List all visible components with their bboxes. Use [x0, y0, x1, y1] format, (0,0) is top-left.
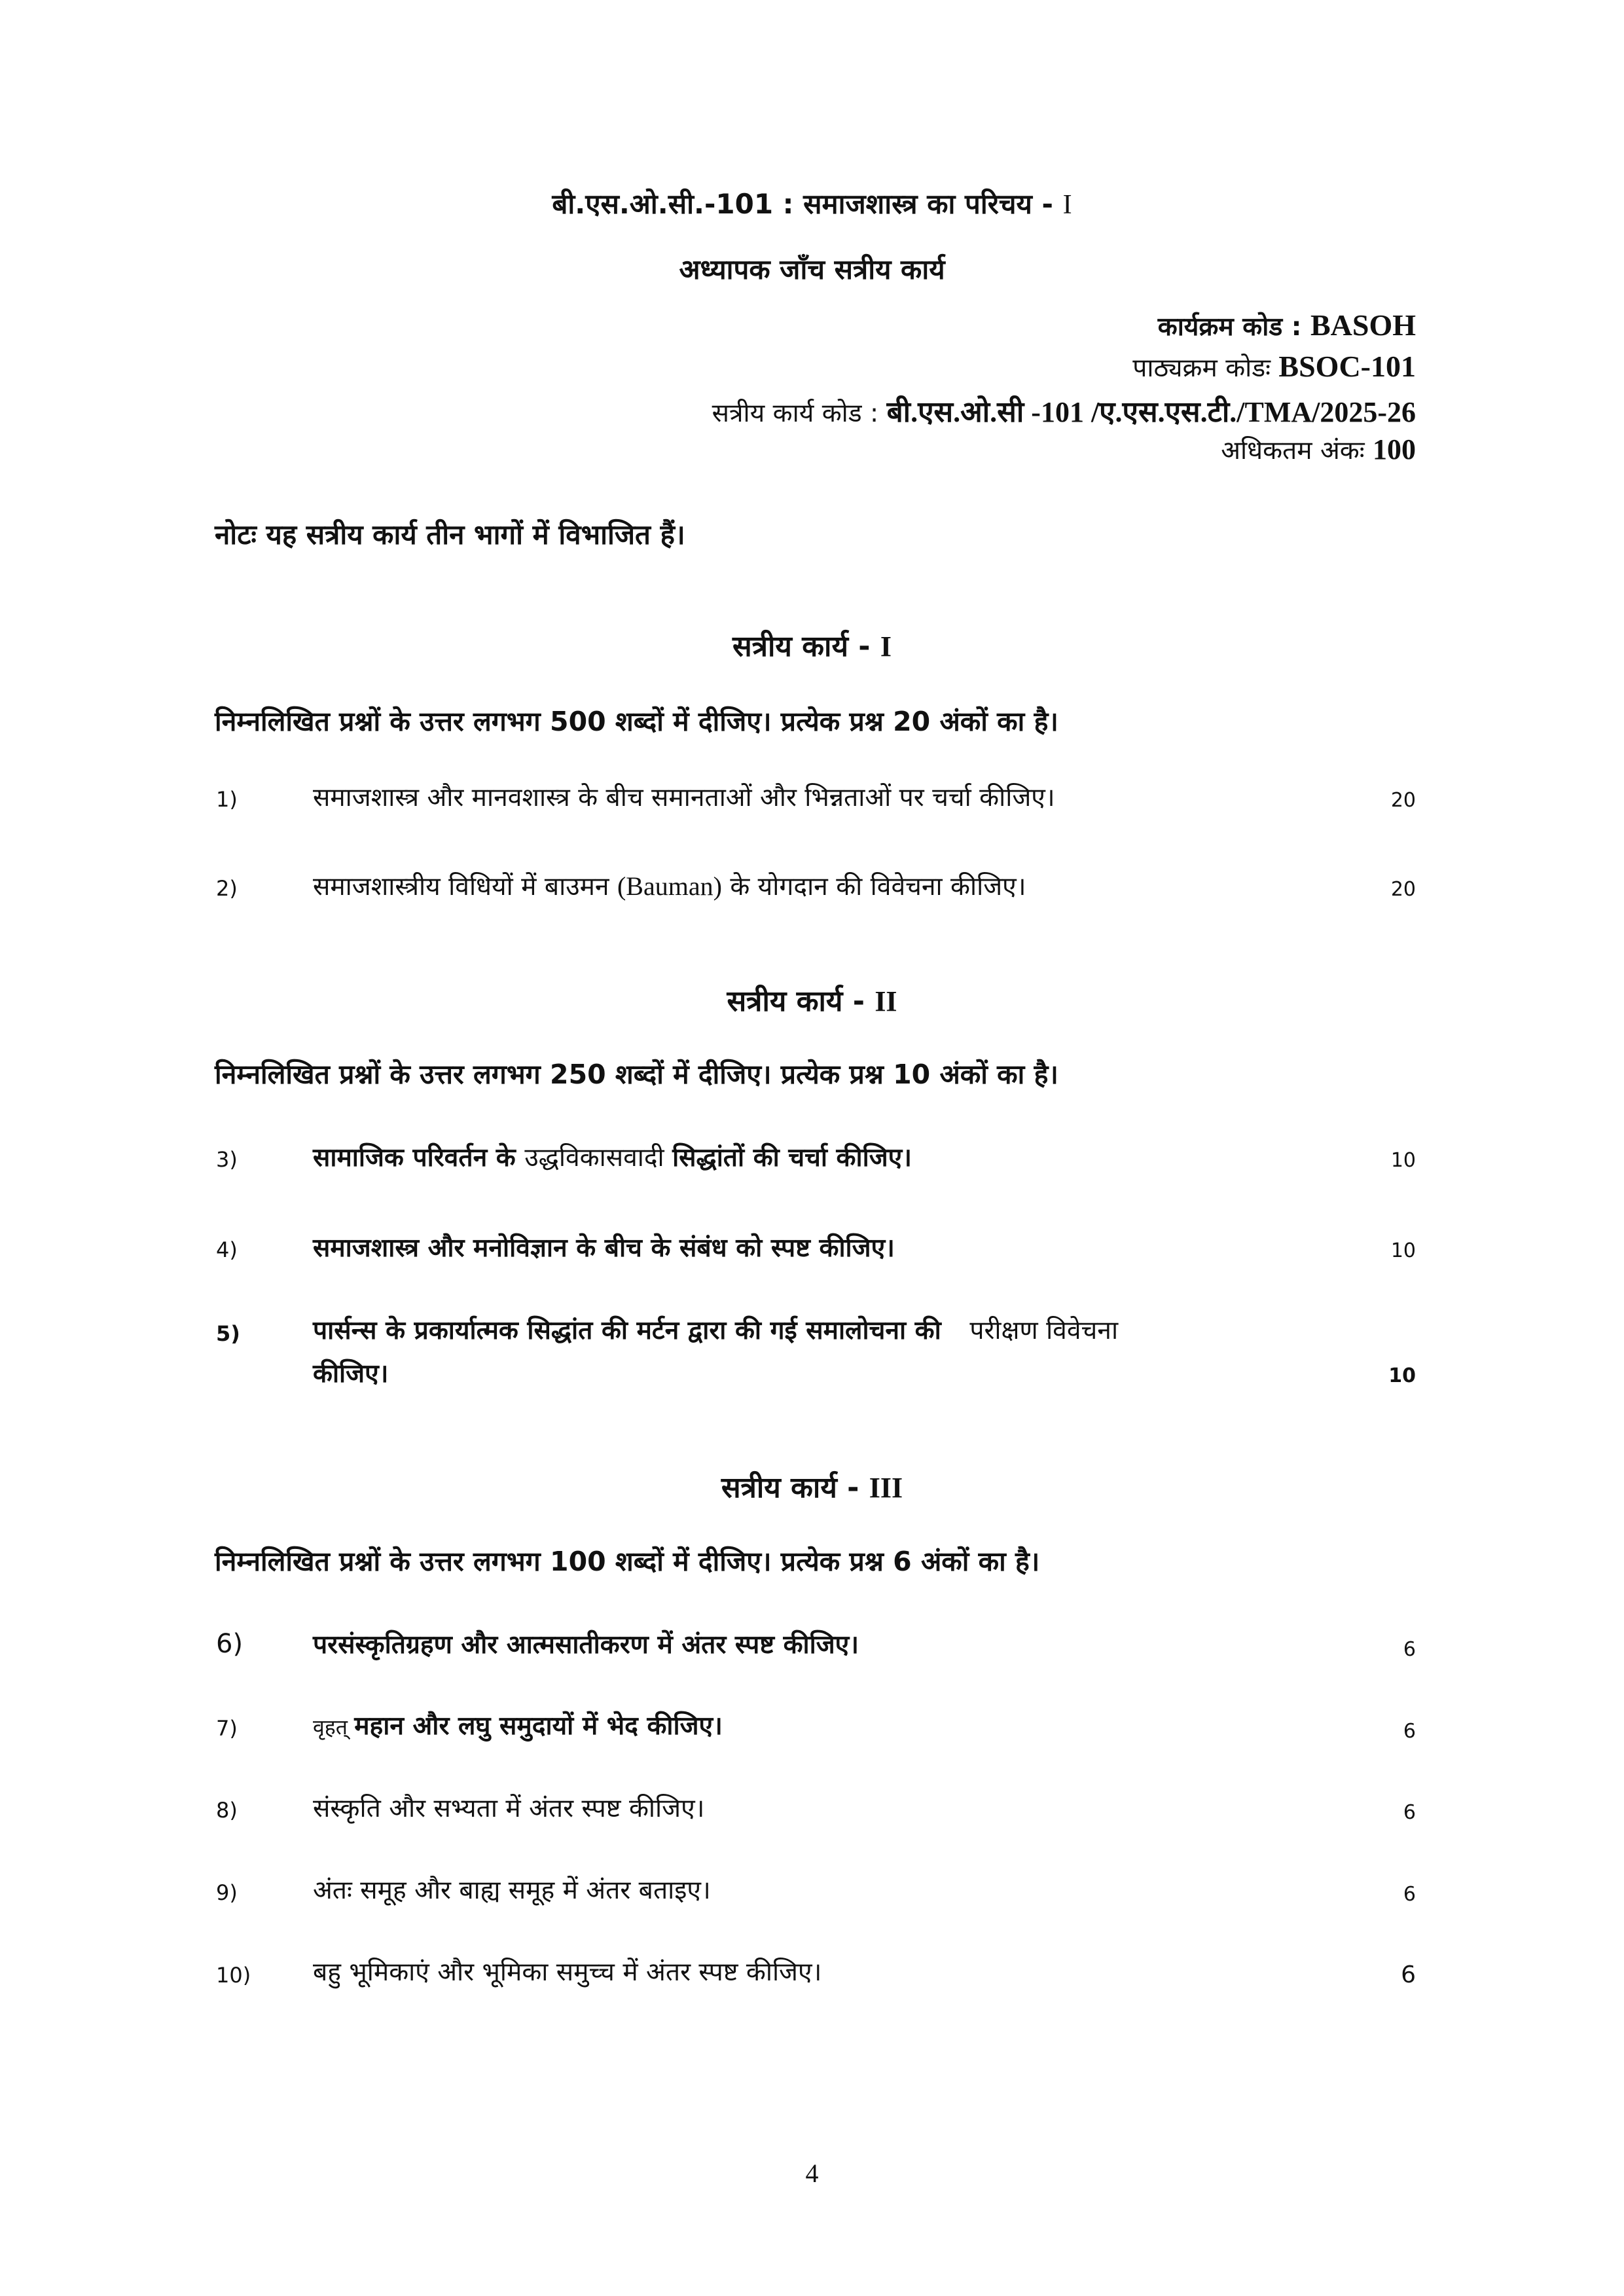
document-title: [0, 185, 1624, 222]
question-text-part: उद्धविकासवादी: [524, 1143, 673, 1173]
question-marks: 6: [1401, 1961, 1416, 1988]
question-text: [313, 868, 1026, 903]
question-text-part: वृहत्: [313, 1715, 355, 1740]
title-text: बी.एस.ओ.सी.-101 : समाजशास्त्र का परिचय -: [552, 188, 1063, 220]
question-text-latin: (Bauman): [617, 871, 722, 901]
course-code: [1132, 349, 1416, 384]
section-title-text: सत्रीय कार्य -: [732, 630, 880, 663]
assignment-code-value: बी.एस.ओ.सी -101 /ए.एस.एस.टी./TMA/2025-26: [886, 396, 1416, 428]
question-number: 9): [216, 1880, 238, 1905]
section-roman: II: [875, 985, 897, 1017]
question-text: अंतः समूह और बाह्य समूह में अंतर बताइए।: [313, 1876, 711, 1905]
section-instruction-1: निम्नलिखित प्रश्नों के उत्तर लगभग 500 शब्दों में दीजिए। प्रत्येक प्रश्न 20 अंकों का है।: [215, 706, 1058, 737]
question-number: 4): [216, 1237, 238, 1262]
programme-code-label: कार्यक्रम कोड :: [1157, 312, 1310, 342]
question-number: 7): [216, 1716, 238, 1741]
question-number: 5): [216, 1321, 240, 1346]
section-title-1: [0, 625, 1624, 665]
question-text-part: परीक्षण विवेचना: [969, 1316, 1119, 1345]
question-marks: 20: [1390, 878, 1416, 901]
question-text-part: सामाजिक परिवर्तन के: [313, 1143, 525, 1173]
assignment-code-label: सत्रीय कार्य कोड :: [712, 399, 887, 428]
question-number: 10): [216, 1963, 251, 1988]
question-text: [313, 1139, 912, 1174]
question-text-part: पार्सन्स के प्रकार्यात्मक सिद्धांत की मर्टन द्वारा की गई समालोचना की: [313, 1316, 950, 1345]
section-title-text: सत्रीय कार्य -: [721, 1471, 869, 1504]
question-marks: 6: [1403, 1720, 1416, 1743]
question-text: [313, 1707, 723, 1742]
question-number: 2): [216, 876, 238, 901]
programme-code-value: BASOH: [1310, 308, 1416, 342]
question-marks: 6: [1403, 1638, 1416, 1661]
question-text-line-1: [313, 1312, 1118, 1347]
assignment-note: नोटः यह सत्रीय कार्य तीन भागों में विभाजित हैं।: [215, 519, 685, 551]
section-roman: I: [880, 630, 892, 663]
document-subtitle: अध्यापक जाँच सत्रीय कार्य: [679, 253, 945, 285]
section-title-3: [0, 1467, 1624, 1506]
question-text: बहु भूमिकाएं और भूमिका समुच्च में अंतर स्पष्ट कीजिए।: [313, 1958, 822, 1987]
question-text: संस्कृति और सभ्यता में अंतर स्पष्ट कीजिए।: [313, 1794, 705, 1823]
question-marks: 6: [1403, 1801, 1416, 1824]
assignment-code: [712, 391, 1416, 430]
section-instruction-2: निम्नलिखित प्रश्नों के उत्तर लगभग 250 शब्दों में दीजिए। प्रत्येक प्रश्न 10 अंकों का है।: [215, 1059, 1058, 1090]
max-marks-value: 100: [1373, 433, 1416, 465]
course-code-label: पाठ्यक्रम कोडः: [1132, 354, 1279, 383]
question-number: 3): [216, 1147, 238, 1172]
max-marks-label: अधिकतम अंकः: [1221, 436, 1373, 465]
question-text-line-2: कीजिए।: [313, 1359, 389, 1389]
question-number: 8): [216, 1798, 238, 1823]
question-marks: 10: [1390, 1149, 1416, 1172]
section-instruction-3: निम्नलिखित प्रश्नों के उत्तर लगभग 100 शब्दों में दीजिए। प्रत्येक प्रश्न 6 अंकों का है।: [215, 1546, 1040, 1577]
question-marks: 10: [1390, 1239, 1416, 1262]
question-text-part: समाजशास्त्रीय विधियों में बाउमन: [313, 872, 617, 902]
question-number: 1): [216, 787, 238, 812]
question-text: समाजशास्त्र और मानवशास्त्र के बीच समानताओं और भिन्नताओं पर चर्चा कीजिए।: [313, 783, 1055, 812]
question-text-part: सिद्धांतों की चर्चा कीजिए।: [672, 1143, 912, 1173]
question-text: परसंस्कृतिग्रहण और आत्मसातीकरण में अंतर स्पष्ट कीजिए।: [313, 1630, 859, 1660]
page-number: 4: [805, 2159, 819, 2188]
question-marks: 20: [1390, 789, 1416, 812]
programme-code: [1158, 308, 1416, 343]
question-marks: 10: [1388, 1364, 1416, 1387]
question-text-part: के योगदान की विवेचना कीजिए।: [721, 872, 1026, 902]
section-roman: III: [869, 1472, 903, 1504]
question-text-part: महान और लघु समुदायों में भेद कीजिए।: [354, 1711, 723, 1741]
question-number: 6): [216, 1629, 244, 1659]
title-roman: I: [1062, 190, 1072, 220]
question-marks: 6: [1403, 1883, 1416, 1906]
section-title-2: [0, 980, 1624, 1019]
section-title-text: सत्रीय कार्य -: [727, 985, 875, 1018]
course-code-value: BSOC-101: [1278, 350, 1416, 383]
max-marks: [1221, 432, 1416, 467]
question-text: समाजशास्त्र और मनोविज्ञान के बीच के संबंध को स्पष्ट कीजिए।: [313, 1233, 895, 1263]
